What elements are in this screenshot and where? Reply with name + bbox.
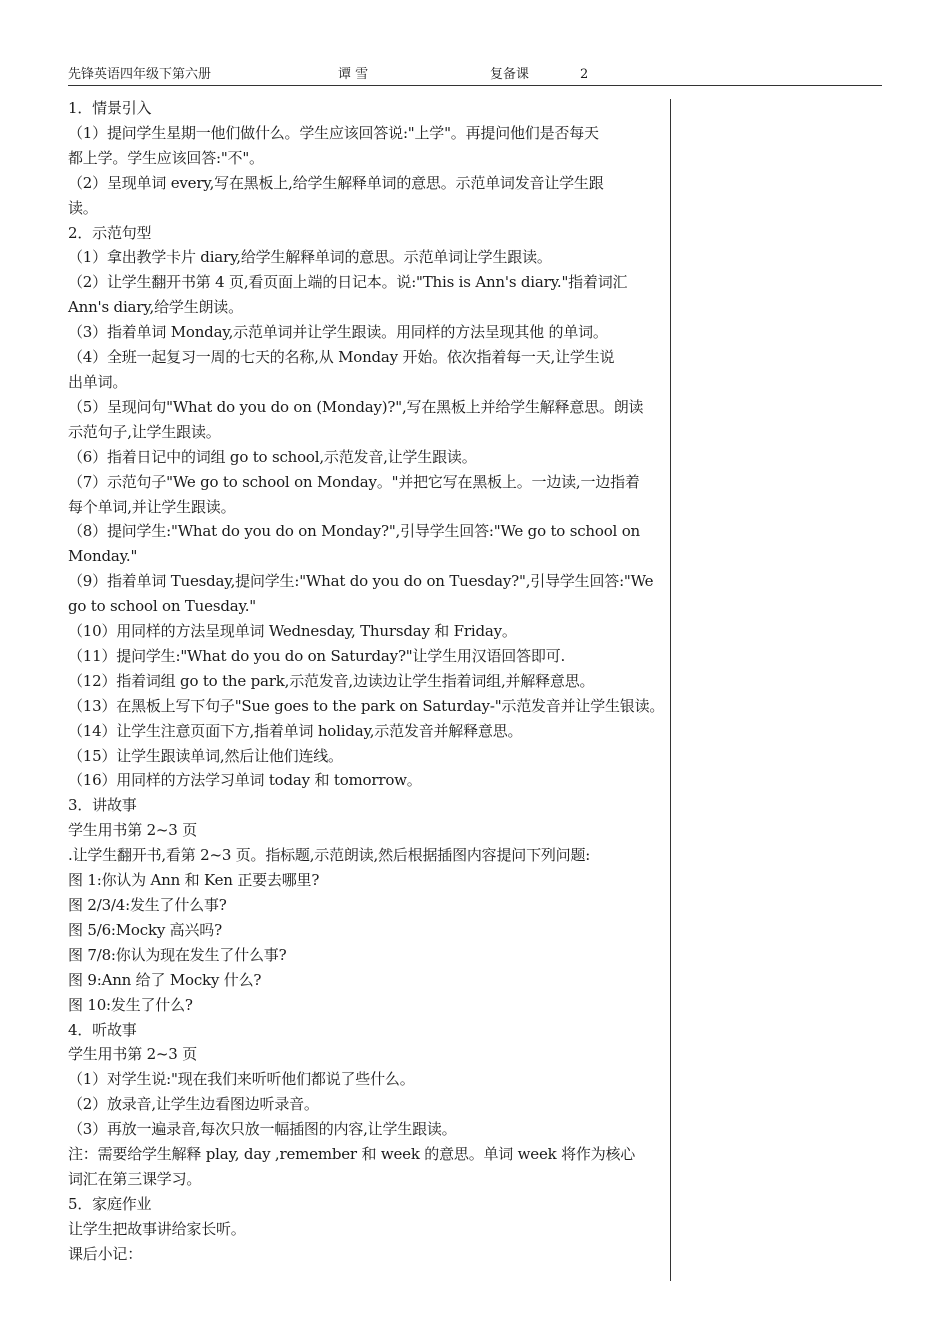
text-line: 都上学。学生应该回答:"不"。 <box>68 148 264 167</box>
text-line: 图 5/6:Mocky 高兴吗? <box>68 920 222 939</box>
text-line: （1）提问学生星期一他们做什么。学生应该回答说:"上学"。再提问他们是否每天 <box>68 123 599 142</box>
text-line: 图 9:Ann 给了 Mocky 什么? <box>68 970 262 989</box>
text-line: 注：需要给学生解释 play, day ,remember 和 week 的意思。单词 week 将作为核心 <box>68 1145 636 1164</box>
header-book-title: 先锋英语四年级下第六册 <box>68 67 212 82</box>
text-line: 课后小记： <box>68 1244 143 1263</box>
lesson-plan-body <box>68 96 672 1267</box>
text-line: （10）用同样的方法呈现单词 Wednesday, Thursday 和 Friday。 <box>68 622 517 641</box>
text-line: Monday." <box>68 547 138 566</box>
text-line: 5．家庭作业 <box>68 1194 152 1213</box>
text-line: 图 7/8:你认为现在发生了什么事? <box>68 945 287 964</box>
page-header <box>68 66 882 86</box>
header-lesson-type: 复备课 <box>490 67 530 82</box>
text-line: 每个单词,并让学生跟读。 <box>68 497 236 516</box>
text-line: （1）拿出教学卡片 diary,给学生解释单词的意思。示范单词让学生跟读。 <box>68 248 552 267</box>
text-line: 图 1:你认为 Ann 和 Ken 正要去哪里? <box>68 871 320 890</box>
text-line: 2．示范句型 <box>68 223 152 242</box>
text-line: 1．情景引入 <box>68 99 152 117</box>
text-line: 3．讲故事 <box>68 796 137 815</box>
text-line: （7）示范句子"We go to school on Monday。"并把它写在黑板上。一边读,一边指着 <box>68 472 640 491</box>
text-line: （2）放录音,让学生边看图边听录音。 <box>68 1095 319 1114</box>
text-line: （6）指着日记中的词组 go to school,示范发音,让学生跟读。 <box>68 447 477 466</box>
text-line: go to school on Tuesday." <box>68 597 257 616</box>
text-line: （3）再放一遍录音,每次只放一幅插图的内容,让学生跟读。 <box>68 1120 457 1139</box>
text-line: （5）呈现问句"What do you do on (Monday)?",写在黑板上并给学生解释意思。朗读 <box>68 397 644 416</box>
text-line: 词汇在第三课学习。 <box>68 1169 202 1188</box>
text-line: 出单词。 <box>68 372 128 391</box>
text-line: 示范句子,让学生跟读。 <box>68 422 221 441</box>
text-line: （9）指着单词 Tuesday,提问学生:"What do you do on Tuesday?",引导学生回答:"We <box>68 572 654 591</box>
text-line: （11）提问学生:"What do you do on Saturday?"让学生用汉语回答即可. <box>68 646 566 665</box>
text-line: 让学生把故事讲给家长听。 <box>68 1219 246 1238</box>
text-line: （15）让学生跟读单词,然后让他们连线。 <box>68 746 343 765</box>
text-line: （16）用同样的方法学习单词 today 和 tomorrow。 <box>68 771 422 790</box>
text-line: 学生用书第 2~3 页 <box>68 1045 197 1064</box>
text-line: （3）指着单词 Monday,示范单词并让学生跟读。用同样的方法呈现其他 的单词。 <box>68 323 608 342</box>
text-line: （2）呈现单词 every,写在黑板上,给学生解释单词的意思。示范单词发音让学生跟 <box>68 173 604 192</box>
text-line: （8）提问学生:"What do you do on Monday?",引导学生回答:"We go to school on <box>68 522 640 541</box>
text-line: Ann's diary,给学生朗读。 <box>68 298 243 317</box>
text-line: （4）全班一起复习一周的七天的名称,从 Monday 开始。依次指着每一天,让学生说 <box>68 348 615 367</box>
text-line: 学生用书第 2~3 页 <box>68 821 197 840</box>
header-rule <box>68 85 882 86</box>
text-line: （13）在黑板上写下句子"Sue goes to the park on Saturday-"示范发音并让学生银读。 <box>68 696 665 715</box>
header-page-number: 2 <box>580 67 589 82</box>
text-line: （14）让学生注意页面下方,指着单词 holiday,示范发音并解释意思。 <box>68 721 523 740</box>
text-line: 图 10:发生了什么? <box>68 995 193 1014</box>
text-line: （1）对学生说:"现在我们来听听他们都说了些什么。 <box>68 1070 415 1089</box>
text-line: （12）指着词组 go to the park,示范发音,边读边让学生指着词组,并解释意思。 <box>68 671 595 690</box>
text-line: 图 2/3/4:发生了什么事? <box>68 896 227 914</box>
text-line: .让学生翻开书,看第 2~3 页。指标题,示范朗读,然后根据插图内容提问下列问题: <box>68 846 591 865</box>
text-line: 4．听故事 <box>68 1020 137 1039</box>
header-teacher-name: 谭 雪 <box>338 67 369 82</box>
text-line: （2）让学生翻开书第 4 页,看页面上端的日记本。说:"This is Ann's diary."指着词汇 <box>68 273 628 292</box>
text-line: 读。 <box>68 198 98 217</box>
